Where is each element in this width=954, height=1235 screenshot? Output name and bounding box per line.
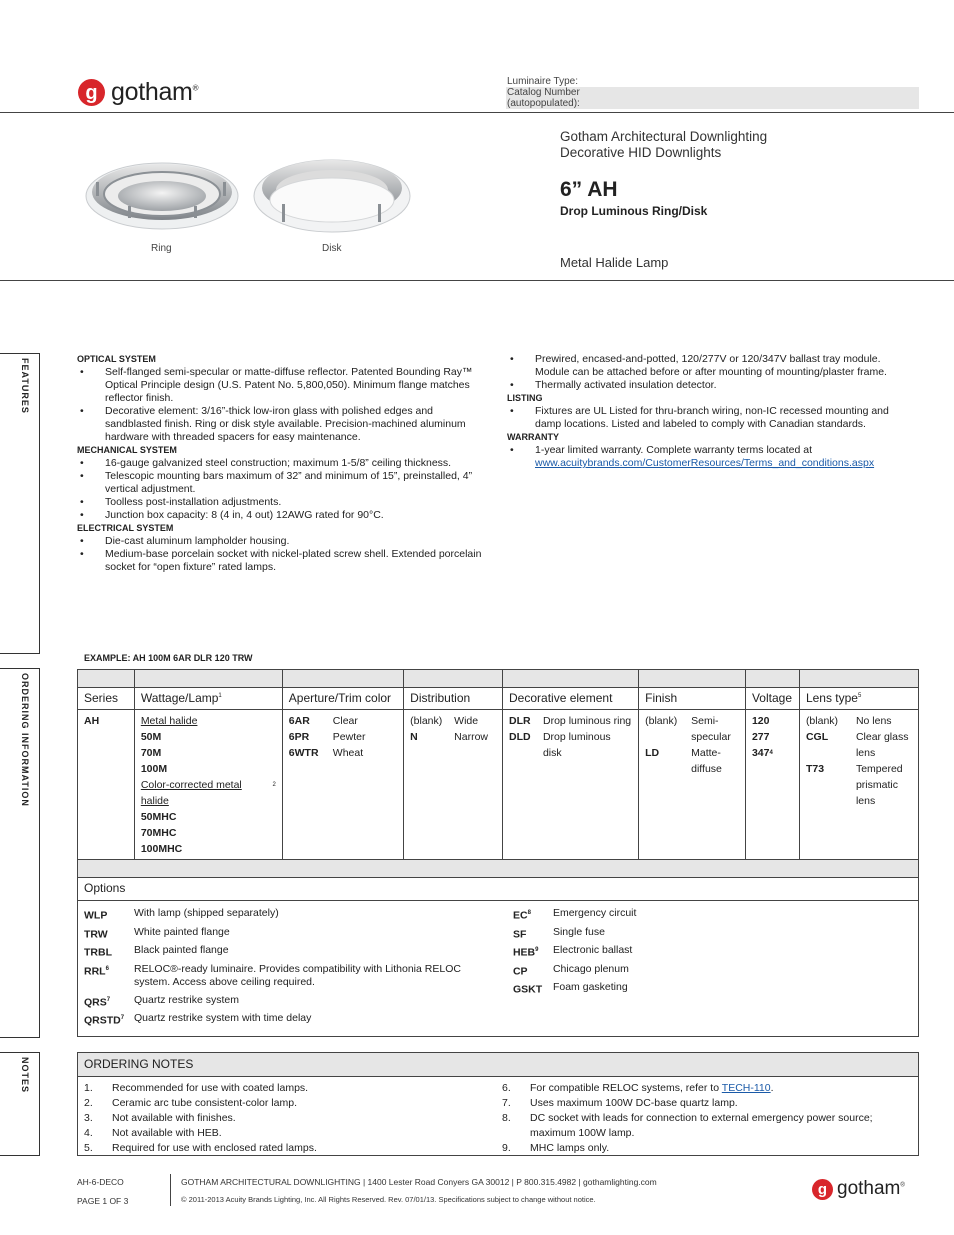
header-finish: Finish — [639, 688, 746, 710]
list-item: 3. Not available with finishes. — [84, 1112, 236, 1124]
footer-logo: g gotham® — [812, 1178, 905, 1200]
list-item: 6. For compatible RELOC systems, refer to TECH-110. — [502, 1082, 774, 1094]
header-series: Series — [78, 688, 135, 710]
list-item: TRW White painted flange — [84, 925, 230, 940]
optical-system-heading: OPTICAL SYSTEM — [77, 354, 156, 364]
ordering-notes-heading: ORDERING NOTES — [78, 1053, 918, 1077]
voltage-cell: 120 277 347 4 — [745, 710, 799, 861]
options-table — [77, 859, 919, 1037]
list-item: 2. Ceramic arc tube consistent-color lamp. — [84, 1097, 297, 1109]
warranty-heading: WARRANTY — [507, 432, 559, 442]
list-item: CP Chicago plenum — [512, 962, 629, 977]
list-item: $EC^8$ Emergency circuit — [512, 907, 637, 922]
disk-fixture-image — [254, 160, 410, 232]
header-distribution: Distribution — [404, 688, 503, 710]
options-right — [513, 905, 912, 1029]
list-item: • Junction box capacity: 8 (4 in, 4 out) 12AWG rated for 90°C. — [77, 509, 487, 522]
page-number: PAGE 1 OF 3 — [77, 1196, 129, 1206]
header-lens: Lens type$^5$ — [799, 688, 918, 710]
warranty-link[interactable]: www.acuitybrands.com/CustomerResources/Terms_and_conditions.aspx — [535, 457, 875, 469]
list-item: 1. Recommended for use with coated lamps. — [84, 1082, 309, 1094]
ordering-table — [77, 669, 919, 861]
gotham-g-icon: g — [78, 79, 105, 106]
header-decorative: Decorative element — [503, 688, 639, 710]
footer-copyright: © 2011-2013 Acuity Brands Lighting, Inc. All Rights Reserved. Rev. 07/01/13. Specifications subject to change without notice. — [181, 1195, 596, 1204]
footer-address: GOTHAM ARCHITECTURAL DOWNLIGHTING | 1400 Lester Road Conyers GA 30012 | P 800.315.4982 | gothamlighting.com — [181, 1177, 657, 1187]
options-heading: Options — [78, 878, 918, 901]
options-left — [84, 905, 513, 1029]
list-item: • 16-gauge galvanized steel construction; maximum 1-5/8” ceiling thickness. — [77, 457, 487, 470]
ring-fixture-image — [86, 163, 238, 229]
product-subtitle: Drop Luminous Ring/Disk — [560, 204, 708, 218]
series-cell: AH — [78, 710, 135, 861]
list-item: • 1-year limited warranty. Complete warranty terms located at www.acuitybrands.com/CustomerResources/Terms_and_conditions.aspx — [507, 444, 907, 470]
divider — [0, 280, 954, 281]
tech-110-link[interactable]: TECH-110 — [721, 1082, 771, 1094]
list-item: • Prewired, encased-and-potted, 120/277V or 120/347V ballast tray module. Module can be attached before or after mounting of mounting/plaster frame. — [507, 353, 907, 379]
wattage-cell: Metal halide 50M 70M 100M Color-corrected metal halide 2 50MHC 70MHC 100MHC — [134, 710, 282, 861]
gotham-g-icon: g — [812, 1179, 833, 1200]
list-item: WLP With lamp (shipped separately) — [84, 907, 279, 922]
list-item: 8. DC socket with leads for connection to external emergency power source; maximum 100W lamp. — [502, 1112, 873, 1139]
list-item: QRSTD$^7$ Quartz restrike system with time delay — [84, 1012, 312, 1027]
lamp-type: Metal Halide Lamp — [560, 255, 669, 270]
list-item: GSKT Foam gasketing — [512, 981, 628, 996]
list-item: 9. MHC lamps only. — [502, 1142, 610, 1154]
list-item: SF Single fuse — [512, 925, 605, 940]
features-left-column — [77, 353, 487, 574]
list-item: 5. Required for use with enclosed rated lamps. — [84, 1142, 317, 1154]
list-item: • Decorative element: 3/16”-thick low-iron glass with polished edges and sandblasted finish. Ring or disk style available. Precision-machined aluminum hardware with threaded spacers for easy maintenance. — [77, 405, 487, 444]
electrical-system-heading: ELECTRICAL SYSTEM — [77, 523, 174, 533]
mechanical-system-heading: MECHANICAL SYSTEM — [77, 445, 177, 455]
divider — [0, 112, 954, 113]
header-voltage: Voltage — [745, 688, 799, 710]
list-item: • Thermally activated insulation detector. — [507, 379, 907, 392]
lens-cell: (blank) No lens CGL Clear glass lens T73 Tempered prismatic lens — [799, 710, 918, 861]
header-wattage: Wattage/Lamp$^1$ — [134, 688, 282, 710]
list-item: • Medium-base porcelain socket with nickel-plated screw shell. Extended porcelain socket for “open fixture” rated lamps. — [77, 548, 487, 574]
caption-disk: Disk — [322, 243, 342, 254]
caption-ring: Ring — [151, 243, 172, 254]
footer-divider — [170, 1174, 171, 1206]
list-item: HEB$^9$ Electronic ballast — [512, 944, 633, 959]
list-item: QRS$^7$ Quartz restrike system — [84, 993, 240, 1008]
list-item: • Fixtures are UL Listed for thru-branch wiring, non-IC recessed mounting and damp locations. Listed and labeled to comply with Canadian standards. — [507, 405, 907, 431]
list-item: • Toolless post-installation adjustments. — [77, 496, 487, 509]
luminaire-type-label: Luminaire Type: — [507, 76, 578, 87]
list-item: TRBL Black painted flange — [84, 944, 229, 959]
list-item: • Die-cast aluminum lampholder housing. — [77, 535, 487, 548]
list-item: 7. Uses maximum 100W DC-base quartz lamp. — [502, 1097, 738, 1109]
list-item: 4. Not available with HEB. — [84, 1127, 222, 1139]
catalog-number-field[interactable]: Catalog Number (autopopulated): — [506, 87, 919, 109]
product-images — [78, 148, 418, 240]
header-aperture: Aperture/Trim color — [282, 688, 403, 710]
distribution-cell: (blank) Wide N Narrow — [404, 710, 503, 861]
finish-cell: (blank) Semi-specular LD Matte-diffuse — [639, 710, 746, 861]
doc-code: AH-6-DECO — [77, 1177, 124, 1187]
notes-left — [84, 1081, 502, 1156]
ordering-example: EXAMPLE: AH 100M 6AR DLR 120 TRW — [84, 653, 253, 663]
luminaire-type-box — [506, 76, 919, 109]
list-item: RRL$^6$ RELOC®-ready luminaire. Provides compatibility with Lithonia RELOC system. Access above ceiling required. — [84, 962, 461, 988]
ordering-notes — [77, 1052, 919, 1156]
decorative-cell: DLR Drop luminous ring DLD Drop luminous disk — [503, 710, 639, 861]
listing-heading: LISTING — [507, 393, 543, 403]
tab-ordering-information: ORDERING INFORMATION — [0, 668, 40, 1038]
features-right-column — [507, 353, 907, 470]
product-title: 6” AH — [560, 178, 618, 201]
product-family: Gotham Architectural Downlighting Decorative HID Downlights — [560, 129, 768, 160]
tab-features: FEATURES — [0, 353, 40, 654]
list-item: • Self-flanged semi-specular or matte-diffuse reflector. Patented Bounding Ray™ Optical Principle design (U.S. Patent No. 5,800,050). Minimum flange matches reflector finish. — [77, 366, 487, 405]
brand-name: gotham — [111, 78, 193, 106]
notes-right — [502, 1081, 902, 1156]
gotham-logo: g gotham® — [78, 78, 198, 107]
aperture-cell: 6AR Clear 6PR Pewter 6WTR Wheat — [282, 710, 403, 861]
list-item: • Telescopic mounting bars maximum of 32” and minimum of 15”, preinstalled, 4” vertical adjustment. — [77, 470, 487, 496]
tab-notes: NOTES — [0, 1052, 40, 1156]
